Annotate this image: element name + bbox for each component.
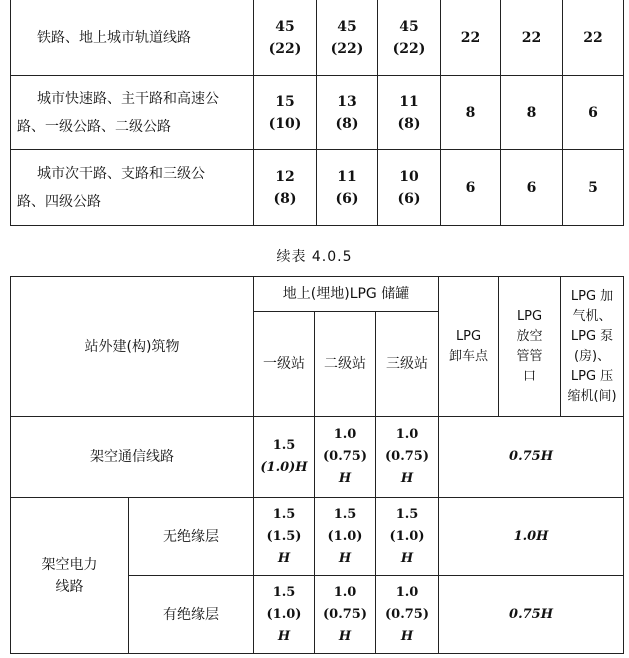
cell-grade3: 1.0 (0.75) H — [376, 417, 439, 498]
cell-dispenser: 5 — [563, 150, 624, 226]
cell-grade1: 1.5 (1.0)H — [254, 417, 315, 498]
tank-group-header: 地上(埋地)LPG 储罐 — [254, 277, 439, 312]
cell-merged: 1.0H — [439, 498, 624, 576]
cell-grade2: 1.0 (0.75) H — [315, 576, 376, 654]
cell-vent: 8 — [501, 76, 563, 150]
distance-table-part2 — [10, 276, 624, 654]
dispenser-header: LPG 加 气机、 LPG 泵 (房)、 LPG 压 缩机(间) — [561, 277, 624, 417]
row-label-power: 架空电力 线路 — [11, 498, 129, 654]
row-label: 城市次干路、支路和三级公 路、四级公路 — [11, 150, 254, 226]
table-row — [11, 417, 624, 498]
cell-grade3: 45 (22) — [378, 0, 441, 76]
row-label: 城市快速路、主干路和高速公 路、一级公路、二级公路 — [11, 76, 254, 150]
cell-grade2: 1.5 (1.0) H — [315, 498, 376, 576]
cell-grade3: 1.5 (1.0) H — [376, 498, 439, 576]
cell-merged: 0.75H — [439, 417, 624, 498]
table-row — [11, 498, 624, 576]
cell-grade1: 1.5 (1.5) H — [254, 498, 315, 576]
table-row — [11, 0, 624, 76]
cell-vent: 22 — [501, 0, 563, 76]
grade2-header: 二级站 — [315, 312, 376, 417]
table-row — [11, 150, 624, 226]
unload-header: LPG 卸车点 — [439, 277, 499, 417]
cell-unload: 8 — [441, 76, 501, 150]
cell-dispenser: 6 — [563, 76, 624, 150]
cell-grade1: 45 (22) — [254, 0, 317, 76]
cell-grade3: 10 (6) — [378, 150, 441, 226]
station-header: 站外建(构)筑物 — [11, 277, 254, 417]
cell-unload: 6 — [441, 150, 501, 226]
cell-merged: 0.75H — [439, 576, 624, 654]
cell-grade1: 1.5 (1.0) H — [254, 576, 315, 654]
grade3-header: 三级站 — [376, 312, 439, 417]
row-sublabel-no-insulation: 无绝缘层 — [129, 498, 254, 576]
row-label: 铁路、地上城市轨道线路 — [11, 0, 254, 76]
table-row — [11, 76, 624, 150]
cell-grade2: 13 (8) — [317, 76, 378, 150]
cell-grade2: 1.0 (0.75) H — [315, 417, 376, 498]
cell-grade1: 15 (10) — [254, 76, 317, 150]
header-row — [11, 277, 624, 312]
table-caption: 续表 4.0.5 — [276, 249, 353, 265]
cell-grade2: 45 (22) — [317, 0, 378, 76]
cell-grade3: 1.0 (0.75) H — [376, 576, 439, 654]
cell-grade3: 11 (8) — [378, 76, 441, 150]
distance-table-part1 — [10, 0, 624, 226]
grade1-header: 一级站 — [254, 312, 315, 417]
cell-grade2: 11 (6) — [317, 150, 378, 226]
cell-dispenser: 22 — [563, 0, 624, 76]
cell-grade1: 12 (8) — [254, 150, 317, 226]
row-sublabel-insulation: 有绝缘层 — [129, 576, 254, 654]
cell-vent: 6 — [501, 150, 563, 226]
vent-header: LPG 放空 管管 口 — [499, 277, 561, 417]
row-label-comm: 架空通信线路 — [11, 417, 254, 498]
cell-unload: 22 — [441, 0, 501, 76]
